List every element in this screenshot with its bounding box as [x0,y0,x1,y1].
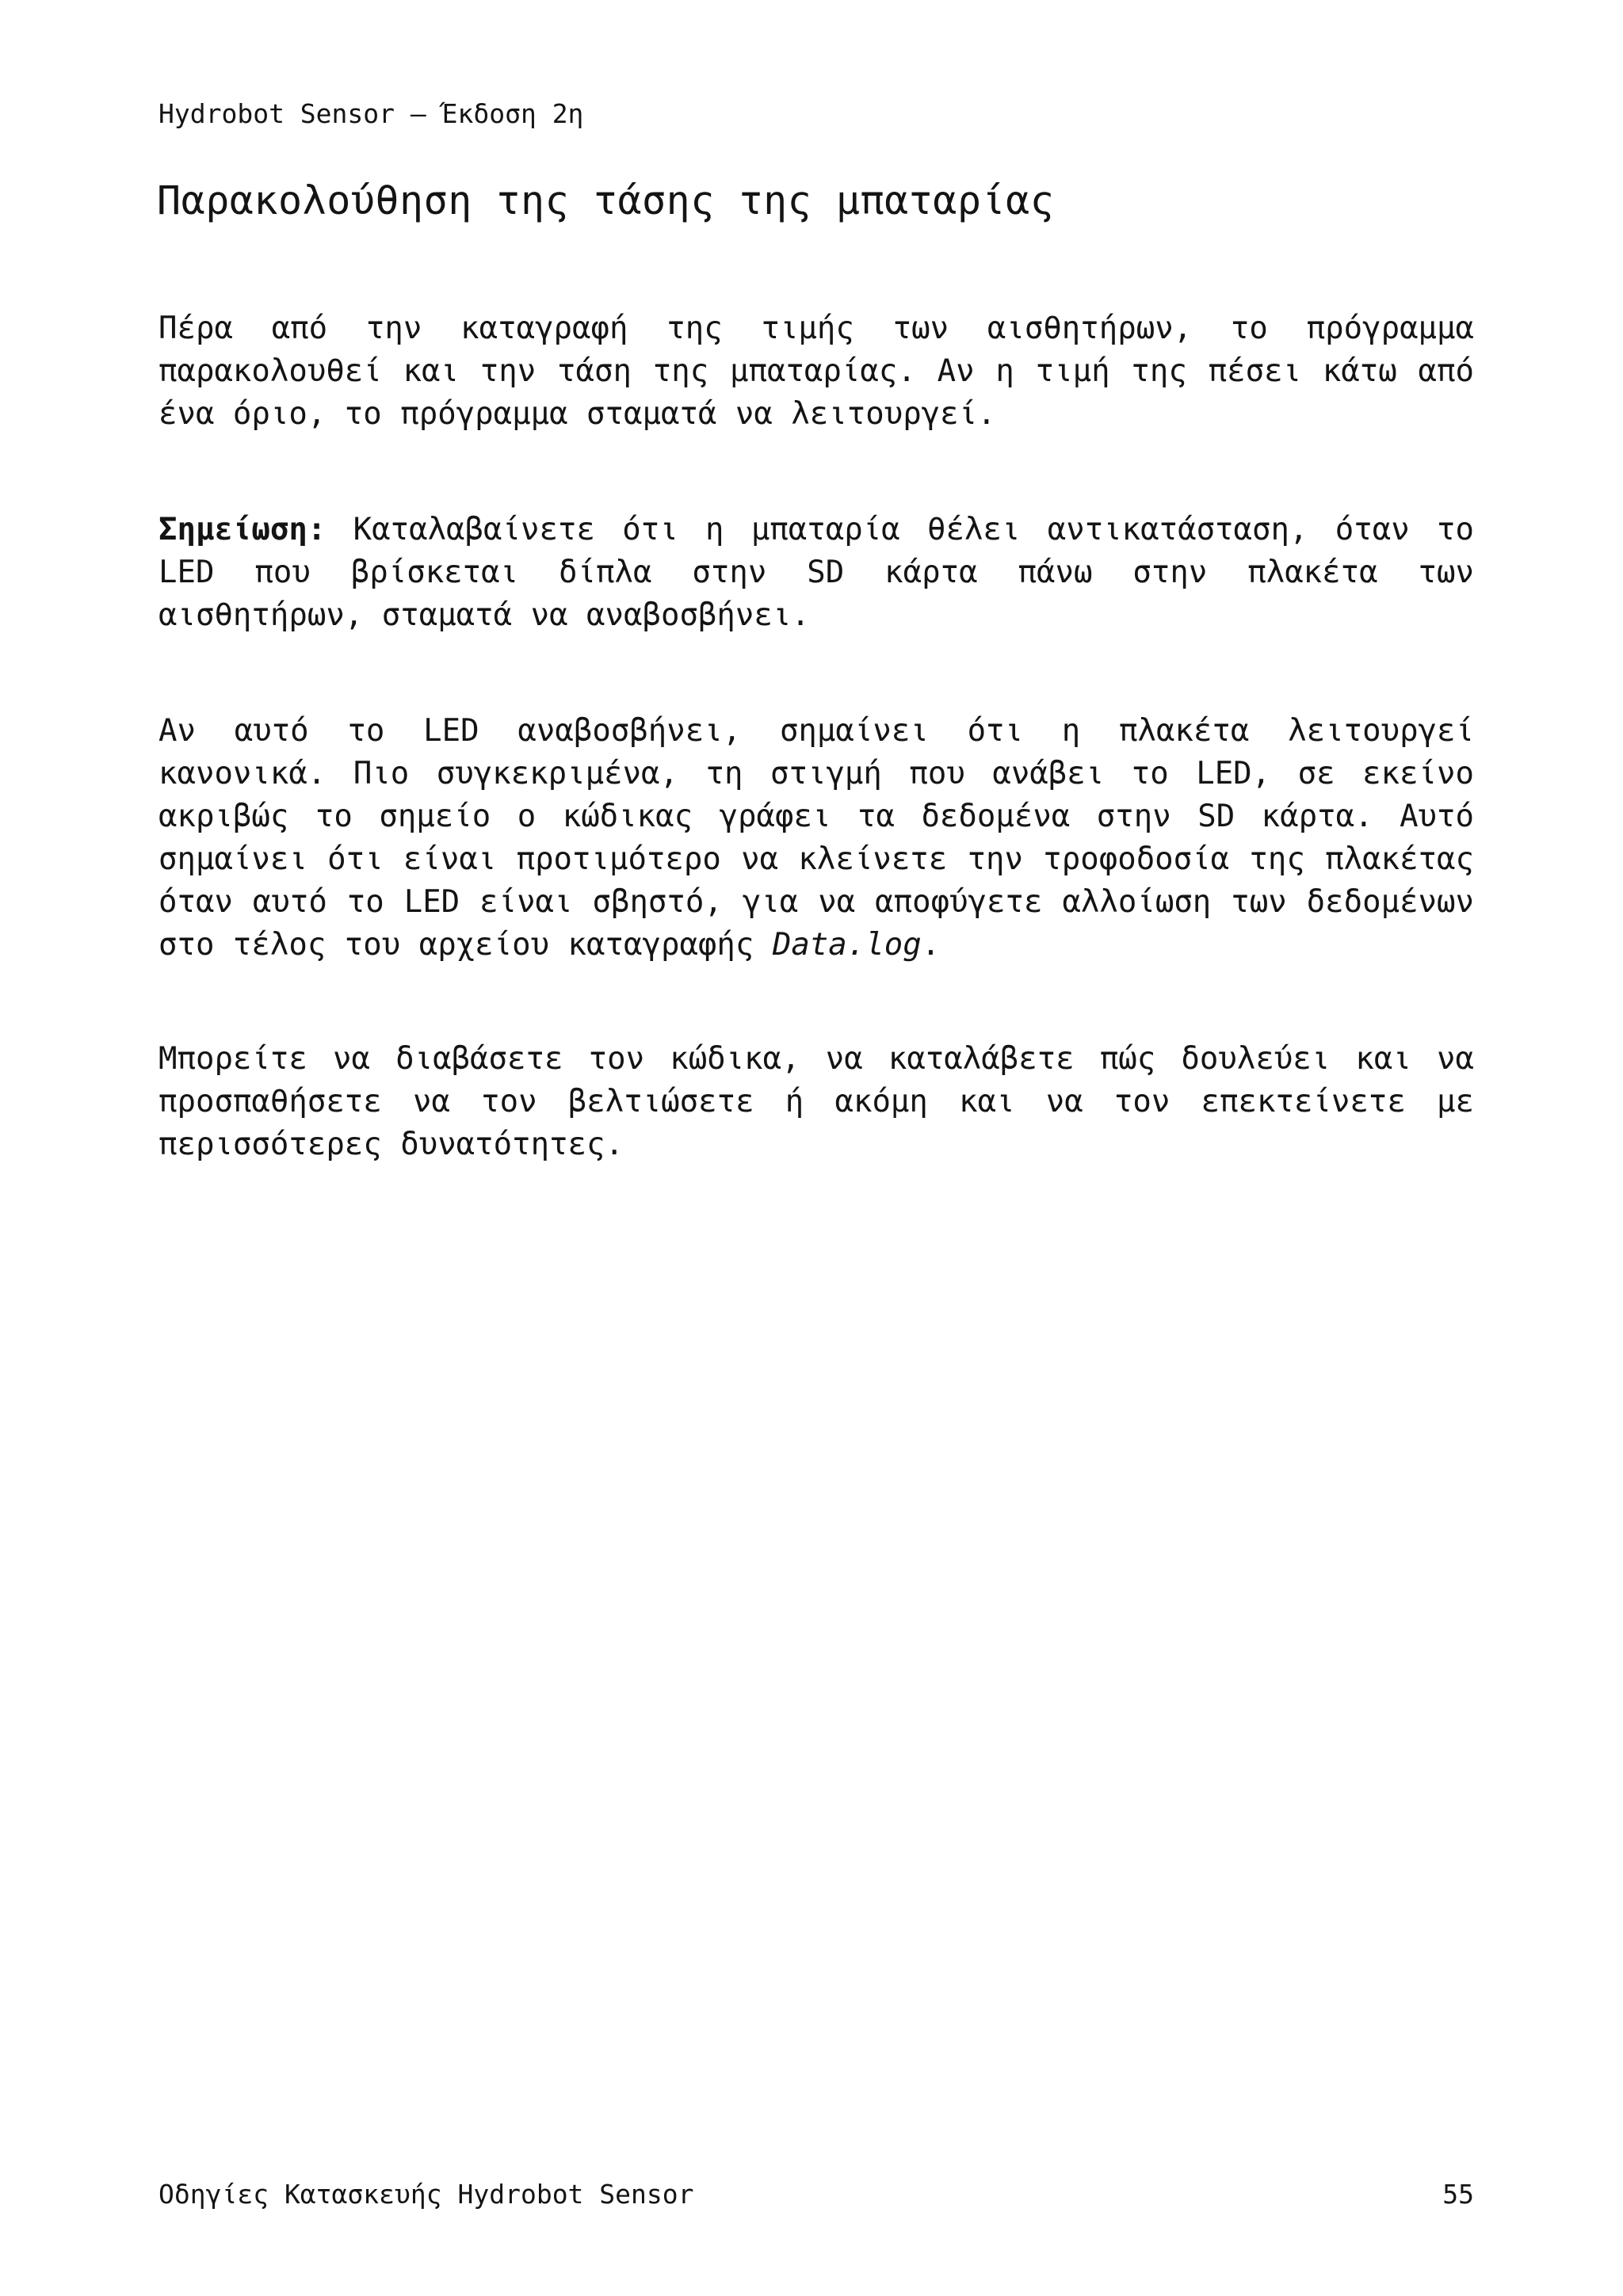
note-paragraph [158,509,1474,637]
page-number: 55 [1442,2179,1474,2210]
intro-paragraph: Πέρα από την καταγραφή της τιμής των αισθητήρων, το πρόγραμμα παρακολουθεί και την τάση της μπαταρίας. Αν η τιμή της πέσει κάτω από ένα όριο, το πρόγραμμα σταματά να λειτουργεί. [158,311,1474,432]
section-title: Παρακολούθηση της τάσης της μπαταρίας [157,177,1055,223]
running-footer: Οδηγίες Κατασκευής Hydrobot Sensor [158,2179,694,2210]
note-label: Σημείωση: [158,512,327,547]
running-header: Hydrobot Sensor – Έκδοση 2η [158,98,584,129]
note-text: Καταλαβαίνετε ότι η μπαταρία θέλει αντικατάσταση, όταν το LED που βρίσκεται δίπλα στην SD κάρτα πάνω στην πλακέτα των αισθητήρων, σταματά να αναβοσβήνει. [158,512,1474,633]
closing-paragraph: Μπορείτε να διαβάσετε τον κώδικα, να καταλάβετε πώς δουλεύει και να προσπαθήσετε να τον βελτιώσετε ή ακόμη και να τον επεκτείνετε με περισσότερες δυνατότητες. [158,1041,1474,1162]
log-file-name: Data.log [772,927,922,963]
led-paragraph [158,710,1474,967]
led-text: Αν αυτό το LED αναβοσβήνει, σημαίνει ότι η πλακέτα λειτουργεί κανονικά. Πιο συγκεκριμένα, τη στιγμή που ανάβει το LED, σε εκείνο ακριβώς το σημείο ο κώδικας γράφει τα δεδομένα στην SD κάρτα. Αυτό σημαίνει ότι είναι προτιμότερο να κλείνετε την τροφοδοσία της πλακέτας όταν αυτό το LED είναι σβηστό, για να αποφύγετε αλλοίωση των δεδομένων στο τέλος του αρχείου καταγραφής [158,713,1474,963]
led-paragraph-end: . [921,927,941,963]
